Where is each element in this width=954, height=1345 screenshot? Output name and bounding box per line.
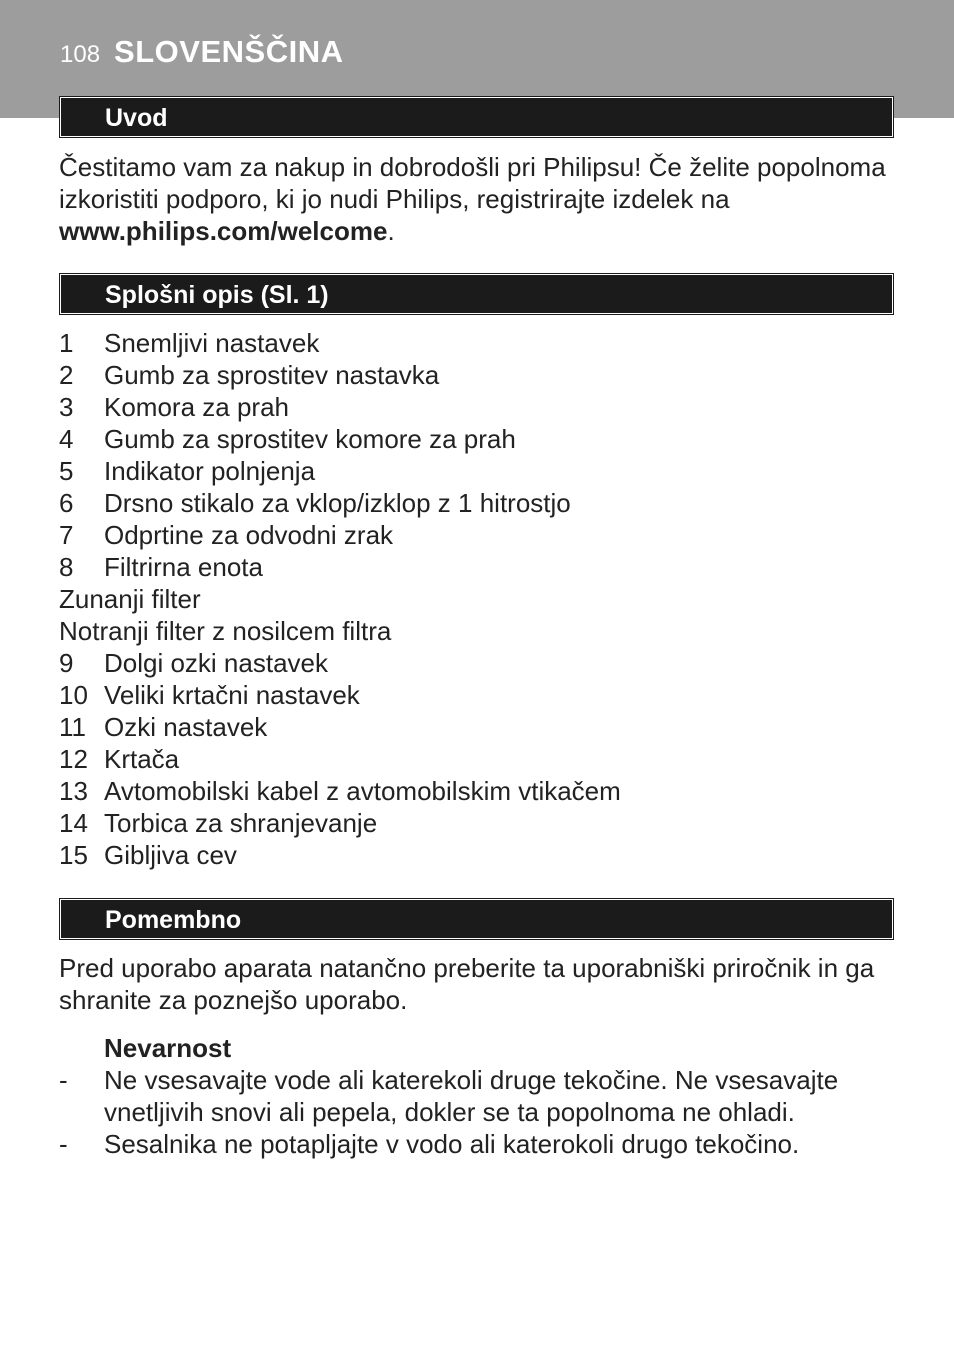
list-item-number: 5 <box>59 456 74 486</box>
section-title: Splošni opis (Sl. 1) <box>105 281 329 309</box>
list-item-label: Gumb za sprostitev komore za prah <box>104 424 516 454</box>
list-item-label: Gumb za sprostitev nastavka <box>104 360 440 390</box>
section-heading-description <box>60 274 893 314</box>
danger-heading: Nevarnost <box>104 1033 232 1063</box>
list-item-label: Zunanji filter <box>59 584 201 614</box>
list-item-number: 11 <box>59 712 86 742</box>
section-title: Uvod <box>105 104 168 132</box>
section-title: Pomembno <box>105 906 242 934</box>
list-item-number: 12 <box>59 744 88 774</box>
list-item-number: 10 <box>59 680 88 710</box>
intro-paragraph <box>59 151 889 247</box>
bullet-text: Ne vsesavajte vode ali katerekoli druge tekočine. Ne vsesavajte vnetljivih snovi ali pepela, dokler se ta popolnoma ne ohladi. <box>104 1065 839 1127</box>
list-item-label: Filtrirna enota <box>104 552 263 582</box>
list-item-number: 14 <box>59 808 88 838</box>
section-heading-important <box>60 899 893 939</box>
bullet-mark: - <box>59 1129 68 1159</box>
welcome-link[interactable]: www.philips.com/welcome <box>59 216 388 246</box>
list-item-number: 8 <box>59 552 74 582</box>
list-item-label: Snemljivi nastavek <box>104 328 320 358</box>
intro-text: Čestitamo vam za nakup in dobrodošli pri Philipsu! Če želite popolnoma izkoristiti podporo, ki jo nudi Philips, registrirajte izdelek na <box>59 152 886 214</box>
list-item-number: 3 <box>59 392 74 422</box>
list-item-number: 1 <box>59 328 74 358</box>
list-item-number: 6 <box>59 488 74 518</box>
list-item-label: Dolgi ozki nastavek <box>104 648 328 678</box>
bullet-mark: - <box>59 1065 68 1095</box>
list-item-label: Komora za prah <box>104 392 289 422</box>
list-item-number: 2 <box>59 360 74 390</box>
intro-end: . <box>387 216 395 246</box>
list-item-label: Indikator polnjenja <box>104 456 316 486</box>
list-item-number: 9 <box>59 648 74 678</box>
page-number: 108 <box>60 41 101 68</box>
important-paragraph: Pred uporabo aparata natančno preberite ta uporabniški priročnik in ga shranite za poznejšo uporabo. <box>59 953 875 1015</box>
list-item-label: Torbica za shranjevanje <box>104 808 378 838</box>
list-item-label: Krtača <box>104 744 180 774</box>
list-item-label: Gibljiva cev <box>104 840 237 870</box>
bullet-text: Sesalnika ne potapljajte v vodo ali katerokoli drugo tekočino. <box>104 1129 800 1159</box>
list-item-label: Avtomobilski kabel z avtomobilskim vtikačem <box>104 776 621 806</box>
page-language-title: SLOVENŠČINA <box>114 34 344 69</box>
list-item-number: 15 <box>59 840 88 870</box>
list-item-label: Veliki krtačni nastavek <box>104 680 360 710</box>
list-item-label: Ozki nastavek <box>104 712 268 742</box>
list-item-number: 13 <box>59 776 88 806</box>
list-item-label: Drsno stikalo za vklop/izklop z 1 hitrostjo <box>104 488 571 518</box>
list-item-number: 4 <box>59 424 74 454</box>
list-item-label: Notranji filter z nosilcem filtra <box>59 616 392 646</box>
section-heading-intro <box>60 97 893 137</box>
list-item-number: 7 <box>59 520 74 550</box>
list-item-label: Odprtine za odvodni zrak <box>104 520 394 550</box>
page-header <box>60 34 343 74</box>
